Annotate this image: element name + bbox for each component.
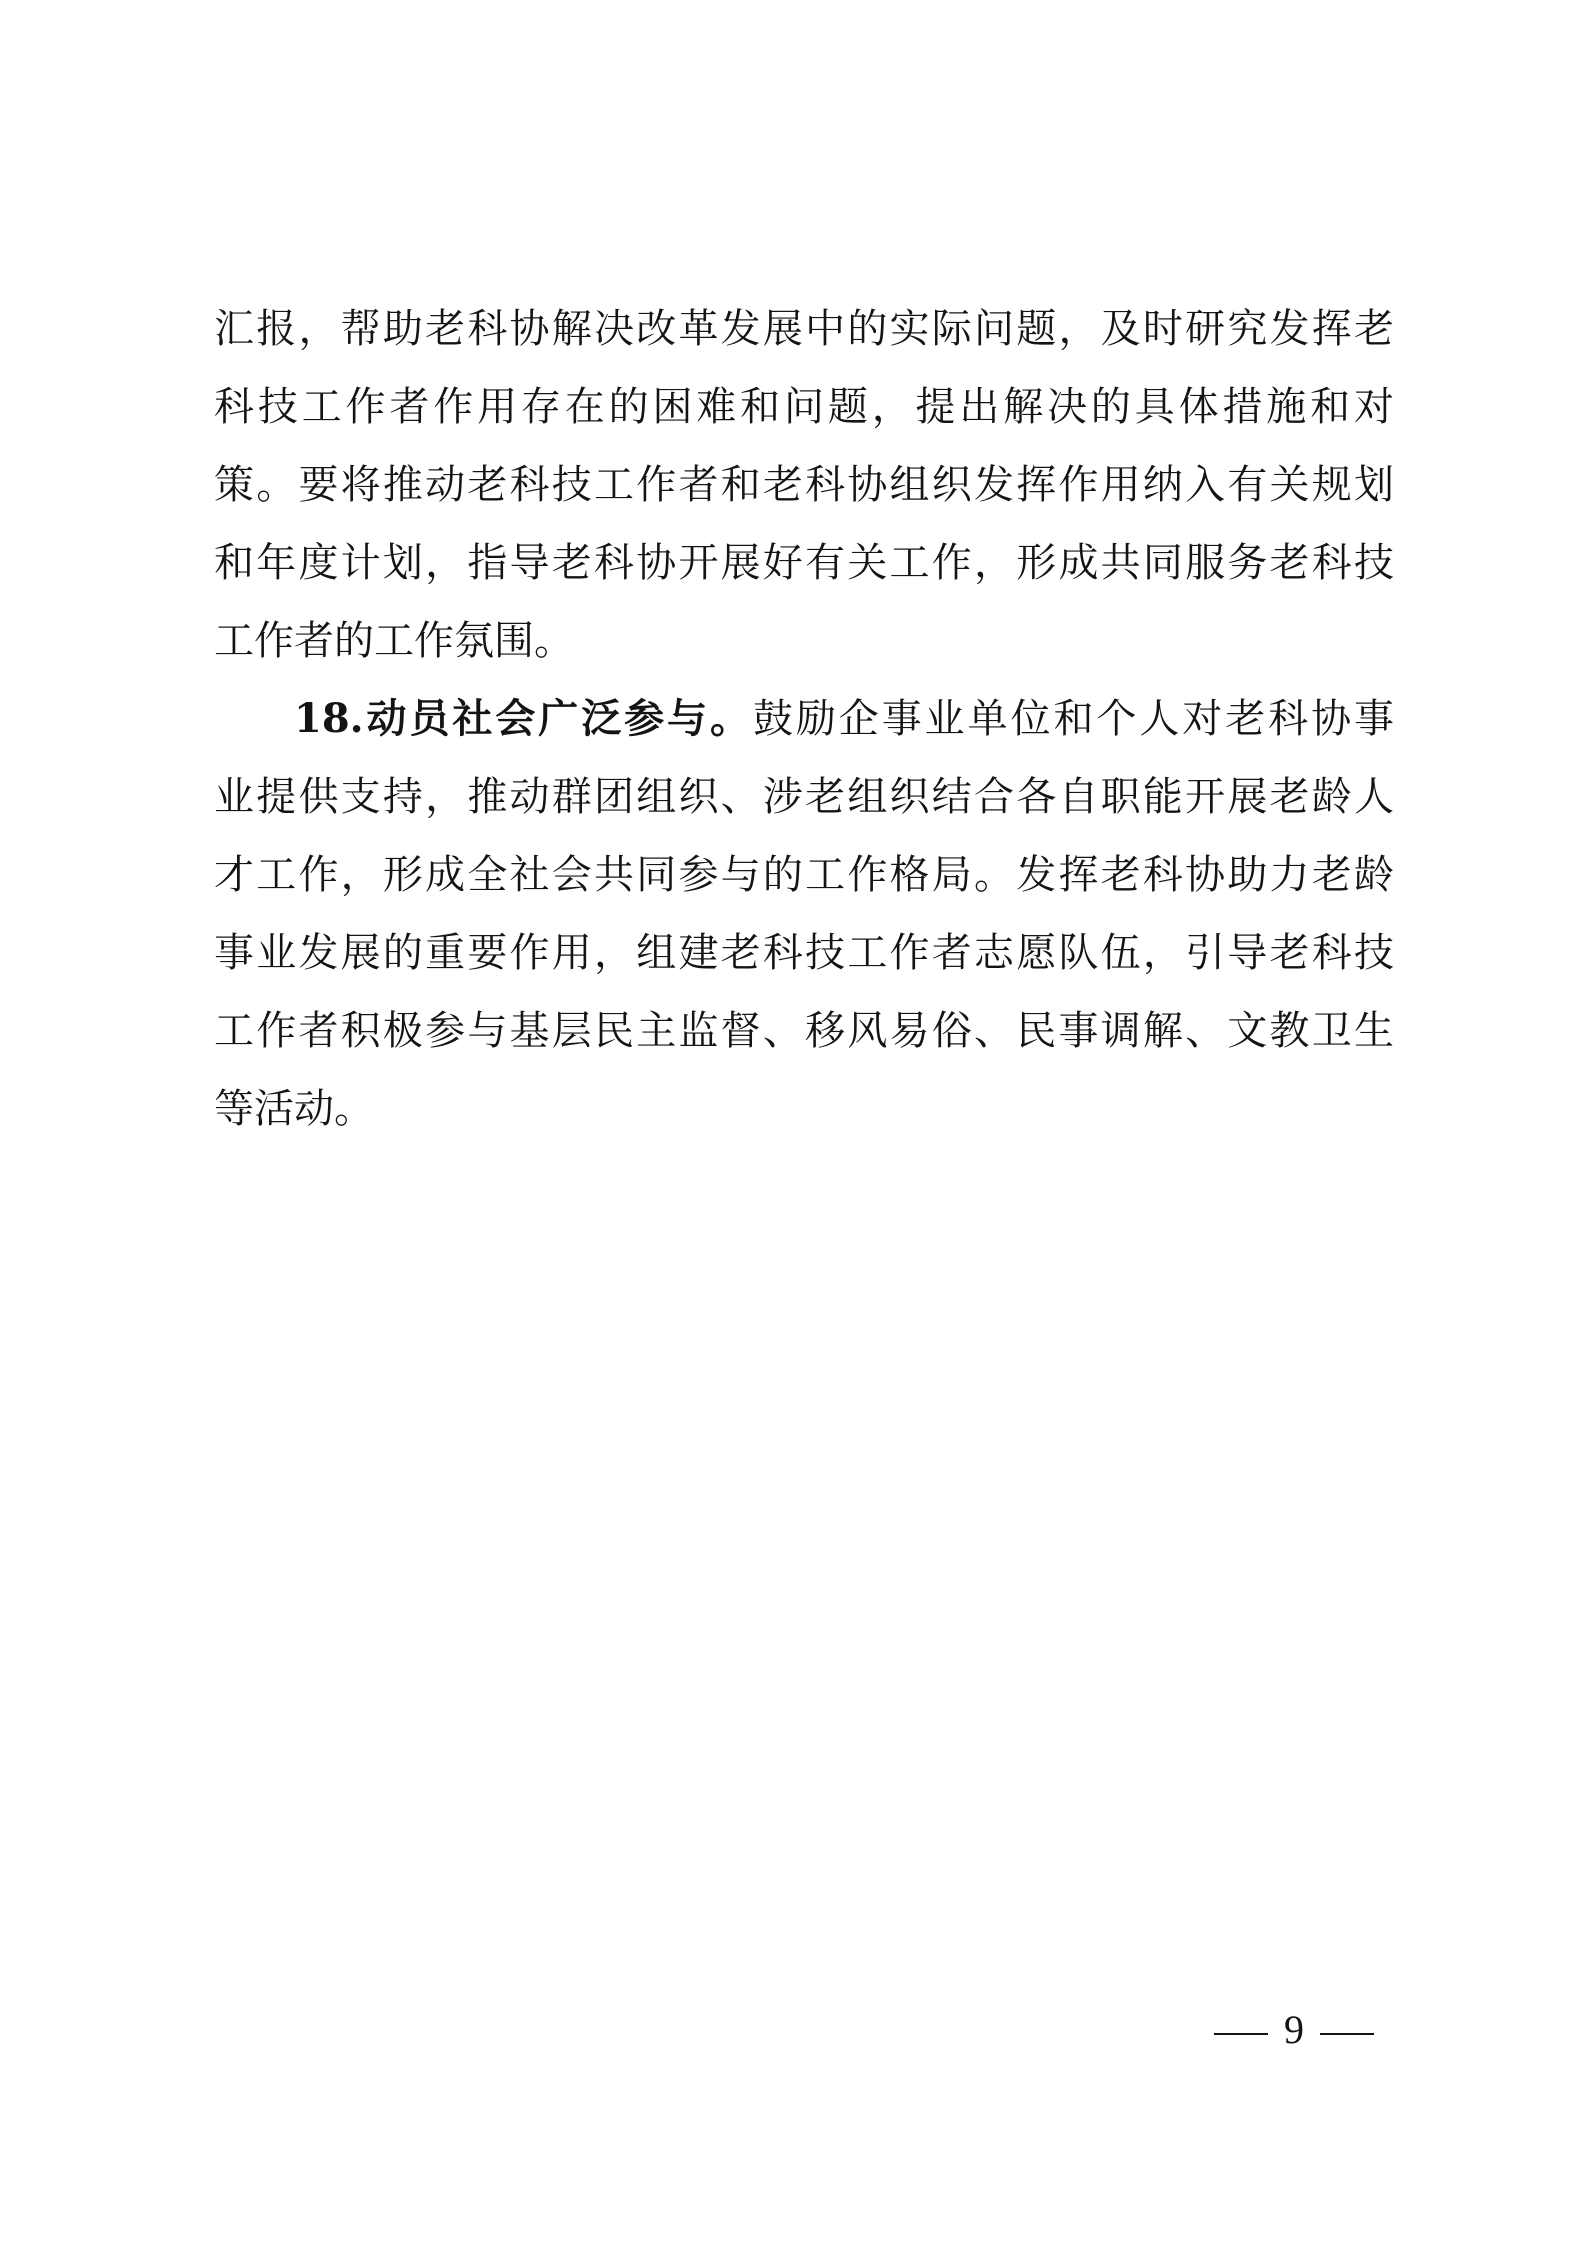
page-footer (1198, 2006, 1390, 2054)
paragraph-2-line-3: 才工作，形成全社会共同参与的工作格局。发挥老科协助力老龄 (214, 852, 1394, 898)
paragraph-2-line-5: 工作者积极参与基层民主监督、移风易俗、民事调解、文教卫生 (214, 1008, 1394, 1054)
paragraph-1-line-5: 工作者的工作氛围。 (214, 618, 574, 664)
paragraph-1-line-2: 科技工作者作用存在的困难和问题，提出解决的具体措施和对 (214, 384, 1394, 430)
paragraph-1-line-1: 汇报，帮助老科协解决改革发展中的实际问题，及时研究发挥老 (214, 306, 1394, 352)
paragraph-2-line-1-text: 鼓励企事业单位和个人对老科协事 (752, 696, 1395, 742)
paragraph-2-line-1 (214, 680, 1394, 758)
paragraph-1-line-3: 策。要将推动老科技工作者和老科协组织发挥作用纳入有关规划 (214, 462, 1394, 508)
footer-dash-left (1214, 2033, 1268, 2035)
paragraph-2-line-2: 业提供支持，推动群团组织、涉老组织结合各自职能开展老龄人 (214, 774, 1394, 820)
footer-dash-right (1320, 2033, 1374, 2035)
paragraph-2 (214, 680, 1394, 1148)
page-number: 9 (1284, 2007, 1304, 2052)
paragraph-1-line-4: 和年度计划，指导老科协开展好有关工作，形成共同服务老科技 (214, 540, 1394, 586)
paragraph-2-line-4: 事业发展的重要作用，组建老科技工作者志愿队伍，引导老科技 (214, 930, 1394, 976)
paragraph-2-line-6: 等活动。 (214, 1086, 374, 1132)
section-heading: 18.动员社会广泛参与。 (294, 695, 753, 742)
paragraph-1 (214, 290, 1394, 680)
body-text (214, 290, 1394, 1148)
